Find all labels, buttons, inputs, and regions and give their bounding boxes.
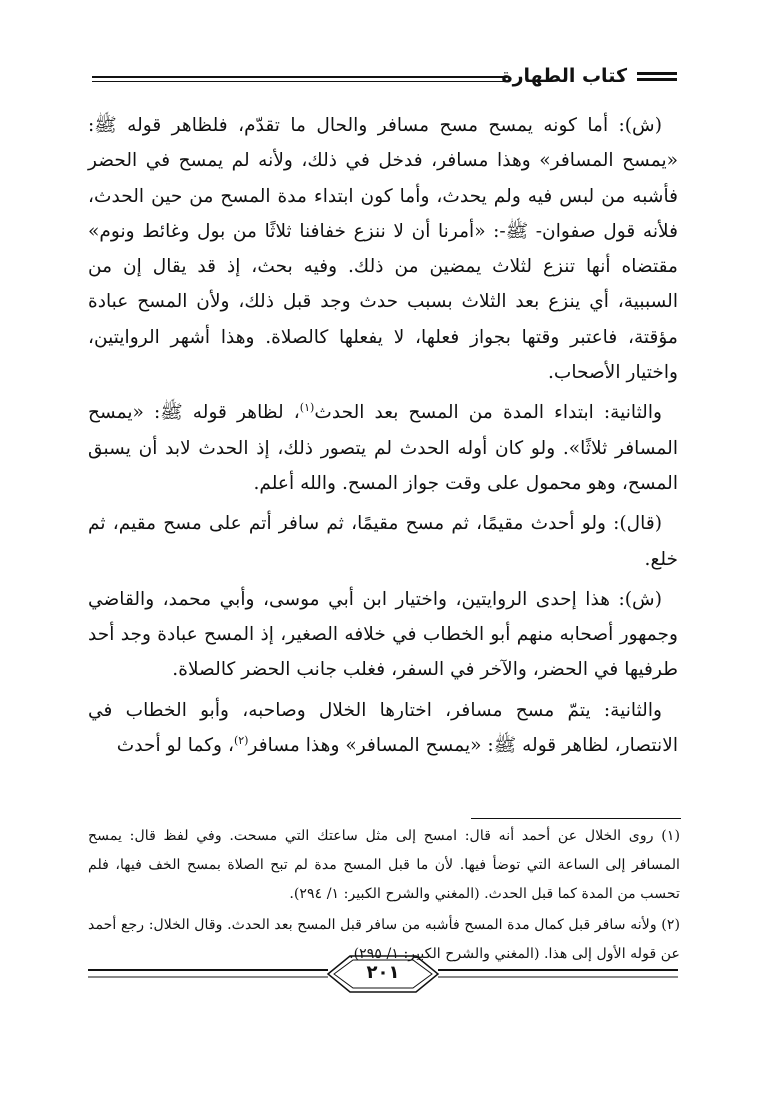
paragraph-matn-qala: (قال): ولو أحدث مقيمًا، ثم مسح مقيمًا، ثم سافر أتم على مسح مقيم، ثم خلع.: [88, 513, 678, 570]
page-number: ٢٠١: [366, 962, 400, 983]
paragraph-second-narration: [88, 395, 678, 501]
paragraph-commentary-1: (ش): أما كونه يمسح مسح مسافر والحال ما تقدّم، فلظاهر قوله ﷺ: «يمسح المسافر» وهذا مسافر، فدخل في ذلك، ولأنه لم يمسح في الحضر فأشبه من لبس فيه ولم يحدث، وأما كون ابتداء مدة المسح من حين الحدث، فلأنه قول صفوان- ﷺ-: «أمرنا أن لا ننزع خفافنا ثلاثًا من بول وغائط ونوم» مقتضاه أنها تنزع لثلاث يمضين من ذلك. وفيه بحث، إذ قد يقال إن من السببية، أي ينزع بعد الثلاث بسبب حدث وجد قبل ذلك، ولأن المسح عبادة مؤقتة، فاعتبر وقتها بجواز فعلها، لا يفعلها كالصلاة. وهذا أشهر الروايتين، واختيار الأصحاب.: [88, 115, 678, 384]
text-segment: ، لظاهر قوله ﷺ: «يمسح المسافر ثلاثًا». ولو كان أوله الحدث لم يتصور ذلك، إذ الحدث لابد أن يسبق المسح، وهو محمول على وقت جواز المسح. والله أعلم.: [88, 402, 678, 494]
footnote-ref-1[interactable]: (١): [299, 401, 315, 415]
footnotes: [88, 822, 680, 971]
footnote-separator: [471, 818, 681, 819]
text-segment: والثانية: ابتداء المدة من المسح بعد الحدث: [314, 402, 662, 424]
page-number-ornament: [88, 950, 678, 1000]
text-segment: ، وكما لو أحدث: [116, 735, 234, 757]
footnote-ref-2[interactable]: (٢): [233, 733, 249, 747]
paragraph-commentary-2: (ش): هذا إحدى الروايتين، واختيار ابن أبي موسى، وأبي محمد، والقاضي وجمهور أصحابه منهم أبو الخطاب في خلافه الصغير، إذ المسح عبادة وجد أحد طرفيها في الحضر، والآخر في السفر، فغلب جانب الحضر كالصلاة.: [88, 588, 678, 681]
main-text: [88, 108, 678, 768]
paragraph-second-narration-2: [88, 693, 678, 764]
running-header: [92, 62, 677, 92]
footnote-1: (١) روى الخلال عن أحمد أنه قال: امسح إلى مثل ساعتك التي مسحت. وفي لفظ قال: يمسح المسافر إلى الساعة التي توضأ فيها. لأن ما قبل المسح مدة لم تبح الصلاة بمسح الخف فيها، فلم تحسب من المدة كما قبل الحدث. (المغني والشرح الكبير: ١/ ٢٩٤).: [88, 828, 680, 902]
header-ornament-icon: [637, 72, 677, 82]
footnote-2: (٢) ولأنه سافر قبل كمال مدة المسح فأشبه من سافر قبل المسح بعد الحدث. وقال الخلال: رجع أحمد عن قوله الأول إلى هذا. (المغني والشرح الكبير: ١/ ٢٩٥).: [88, 917, 680, 962]
header-rule: [92, 76, 507, 82]
chapter-title: كتاب الطهارة: [501, 65, 627, 87]
text-segment: والثانية: يتمّ مسح مسافر، اختارها الخلال وصاحبه، وأبو الخطاب في الانتصار، لظاهر قوله ﷺ: «يمسح المسافر» وهذا مسافر: [88, 699, 678, 757]
